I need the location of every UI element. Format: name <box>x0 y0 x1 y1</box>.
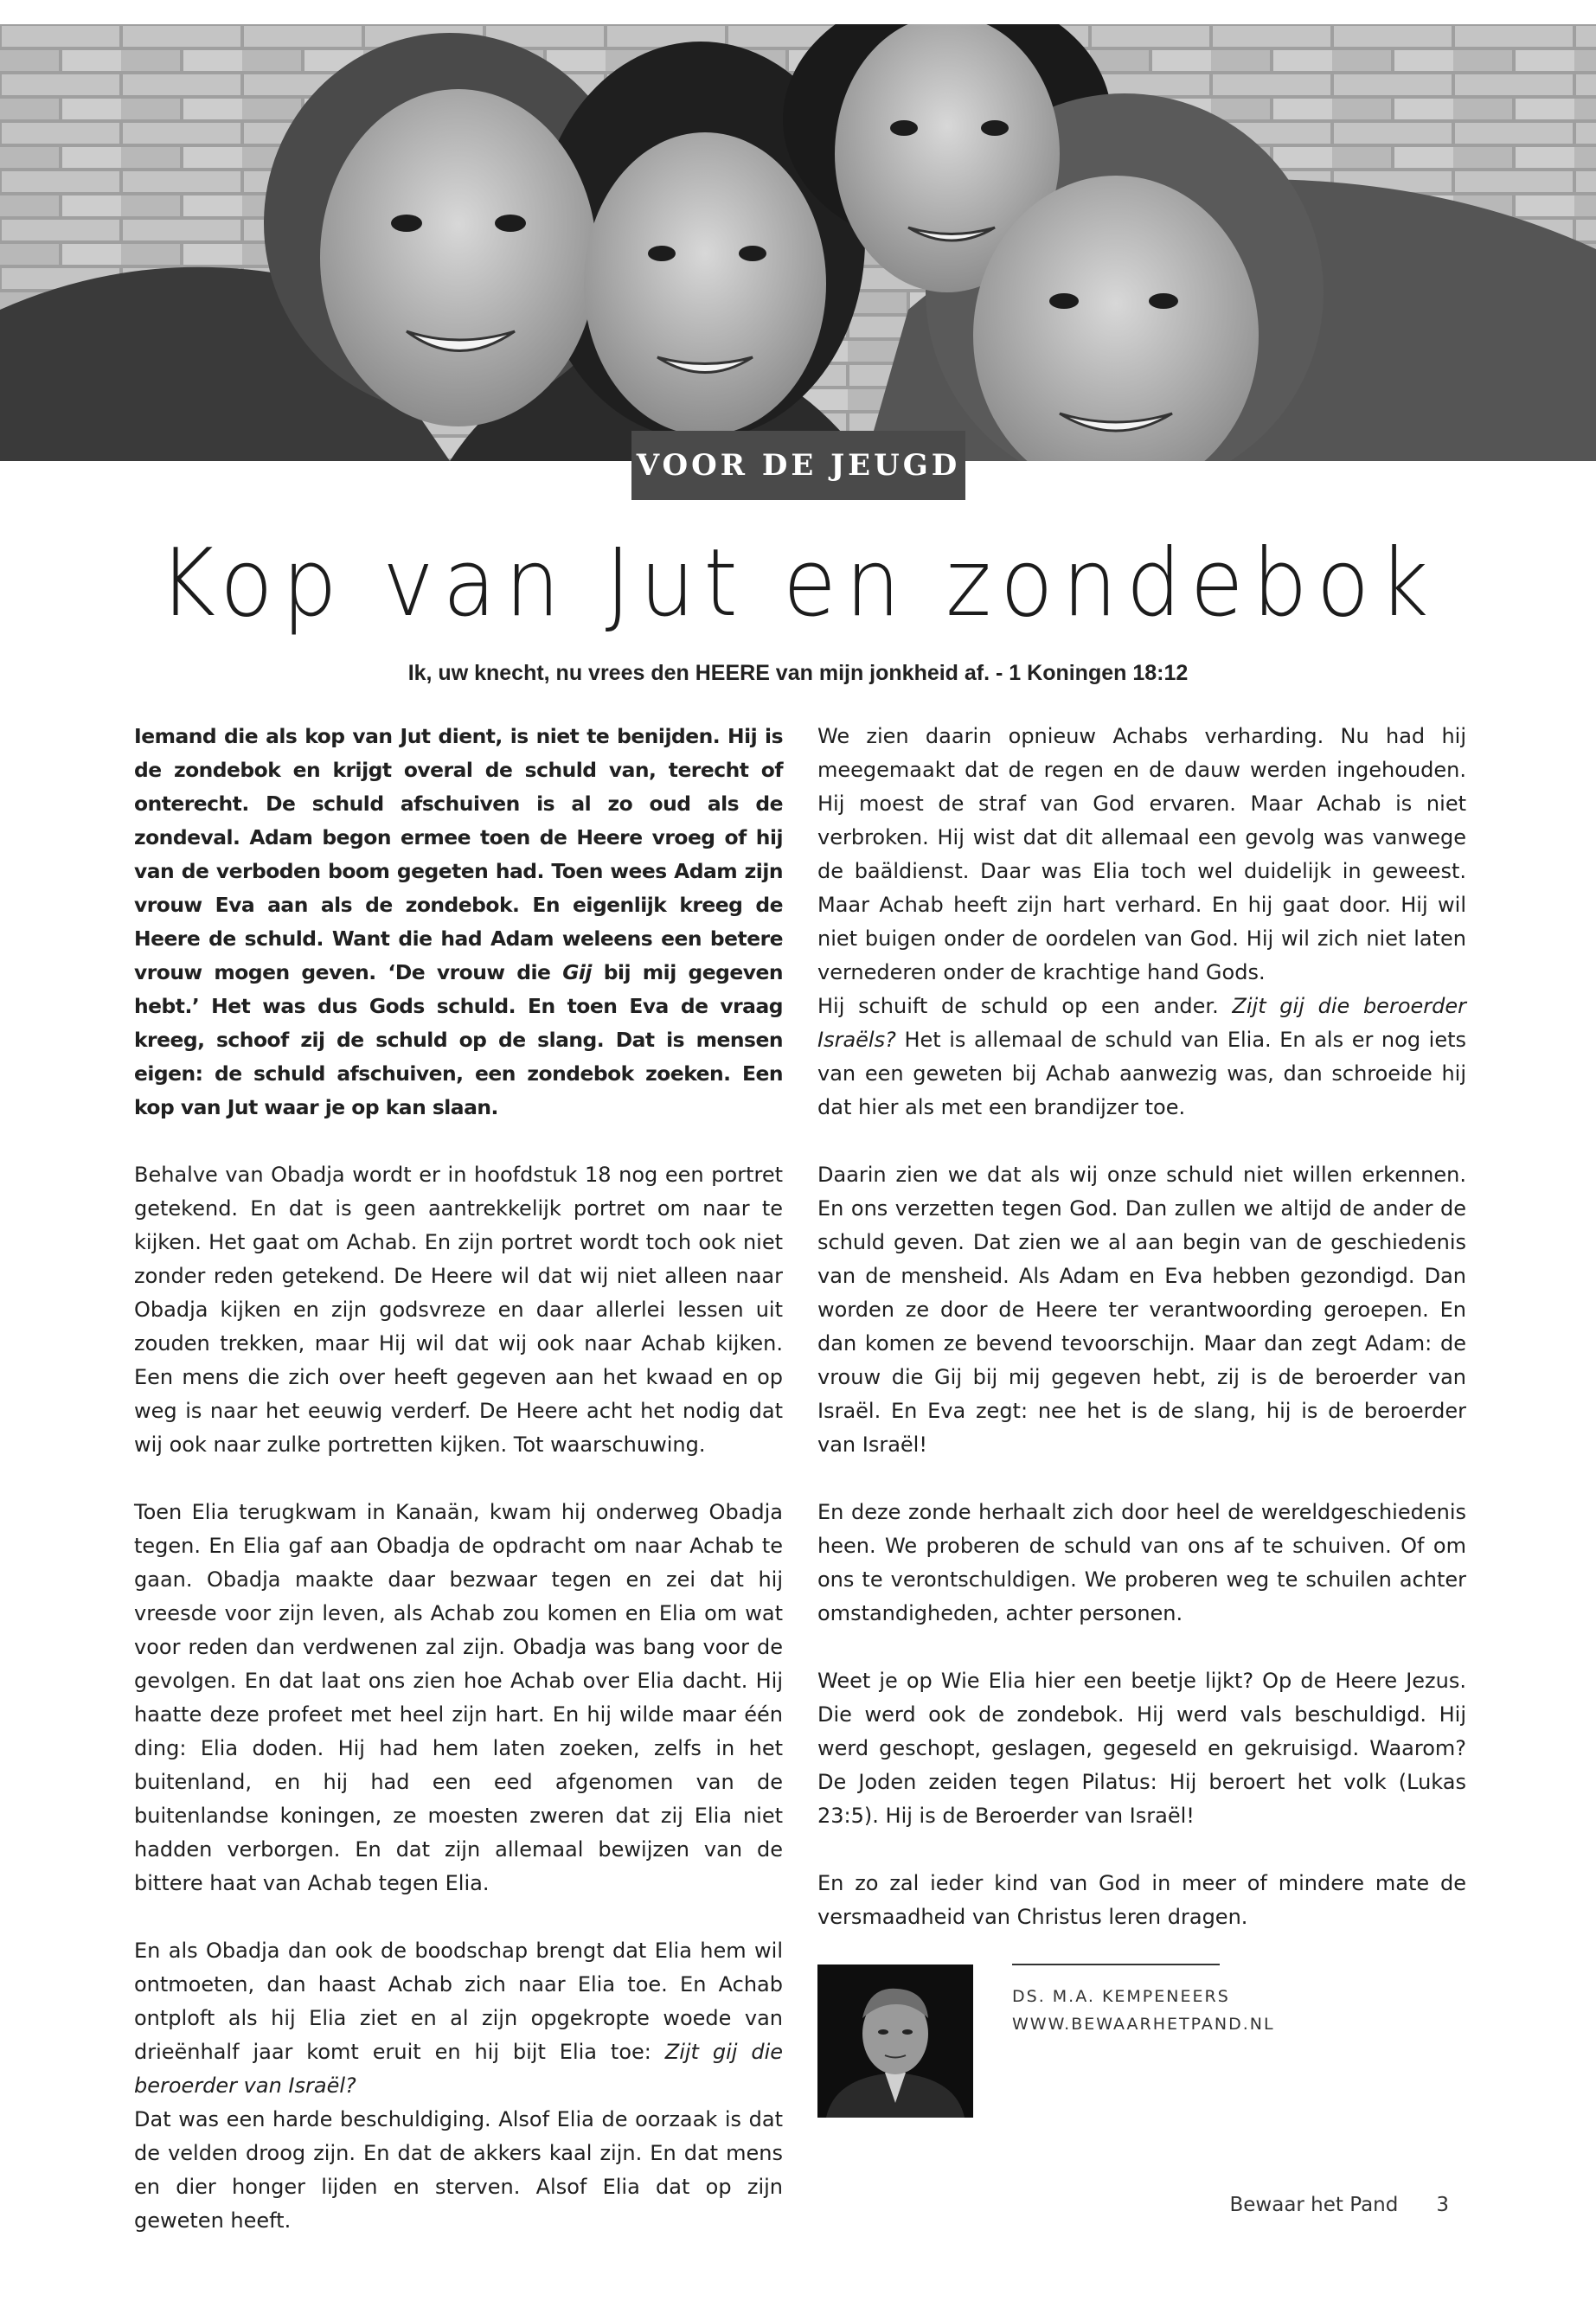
left-column <box>134 720 783 2272</box>
paragraph-text: En als Obadja dan ook de boodschap brengt dat Elia hem wil ontmoeten, dan haast Achab zich naar Elia toe. En Achab ontploft als hij Elia ziet en al zijn opgekropte woede van drieënhalf jaar komt eruit en hij bijt Elia toe: <box>134 1939 783 2064</box>
quote-emphasis: Zijt gij die beroerder Israëls? <box>817 994 1467 1052</box>
publication-name: Bewaar het Pand <box>1229 2194 1399 2216</box>
right-column <box>817 720 1466 1968</box>
author-portrait-illustration <box>817 1965 973 2118</box>
section-label: VOOR DE JEUGD <box>631 431 965 500</box>
lead-paragraph <box>134 720 783 1125</box>
body-paragraph: En deze zonde herhaalt zich door heel de wereldgeschiedenis heen. We proberen de schuld van ons af te schuiven. Of om ons te verontschuldigen. We proberen weg te schuilen achter omstandigheden, achter personen. <box>817 1500 1466 1625</box>
page-number: 3 <box>1436 2194 1449 2216</box>
body-paragraph: Dat was een harde beschuldiging. Alsof Elia de oorzaak is dat de velden droog zijn. En dat de akkers kaal zijn. En dat mens en dier honger lijden en sterven. Alsof Elia dat op zijn geweten heeft. <box>134 2107 783 2233</box>
teenagers-photo-illustration <box>0 24 1596 461</box>
author-website: WWW.BEWAARHETPAND.NL <box>1012 2015 1275 2034</box>
body-paragraph <box>134 1934 783 2103</box>
body-paragraph <box>817 990 1466 1125</box>
author-portrait <box>817 1965 973 2118</box>
article-title: Kop van Jut en zondebok <box>158 529 1438 638</box>
hero-photo <box>0 24 1596 461</box>
lead-emphasis: Gij <box>562 960 592 984</box>
author-meta <box>1012 1983 1275 2038</box>
page-footer <box>1229 2194 1449 2216</box>
author-block <box>817 1962 1509 2118</box>
lead-text: Iemand die als kop van Jut dient, is niet te benijden. Hij is de zondebok en krijgt overal de schuld van, terecht of onterecht. De schuld afschuiven is al zo oud als de zondeval. Adam begon ermee toen de Heere vroeg of hij van de verboden boom gegeten had. Toen wees Adam zijn vrouw Eva aan als de zondebok. En eigenlijk kreeg de Heere de schuld. Want die had Adam weleens een betere vrouw mogen geven. ‘De vrouw die <box>134 724 783 984</box>
author-name: DS. M.A. KEMPENEERS <box>1012 1987 1230 2006</box>
paragraph-text-end: Het is allemaal de schuld van Elia. En als er nog iets van een geweten bij Achab aanwezig was, dan schroeide hij dat hier als met een brandijzer toe. <box>817 1028 1466 1119</box>
paragraph-text: Hij schuift de schuld op een ander. <box>817 994 1233 1018</box>
body-paragraph: En zo zal ieder kind van God in meer of mindere mate de versmaadheid van Christus leren dragen. <box>817 1871 1466 1929</box>
body-paragraph: Weet je op Wie Elia hier een beetje lijkt? Op de Heere Jezus. Die werd ook de zondebok. Hij werd vals beschuldigd. Hij werd geschopt, geslagen, gegeseld en gekruisigd. Waarom? De Joden zeiden tegen Pilatus: Hij beroert het volk (Lukas 23:5). Hij is de Beroerder van Israël! <box>817 1669 1466 1828</box>
body-paragraph: Daarin zien we dat als wij onze schuld niet willen erkennen. En ons verzetten tegen God. Dan zullen we altijd de ander de schuld geven. Dat zien we al aan begin van de geschiedenis van de mensheid. Als Adam en Eva hebben gezondigd. Dan worden ze door de Heere ter verantwoording geroepen. En dan komen ze bevend tevoorschijn. Maar dan zegt Adam: de vrouw die Gij bij mij gegeven hebt, zij is de beroerder van Israël. En Eva zegt: nee het is de slang, hij is de beroerder van Israël! <box>817 1163 1466 1457</box>
body-paragraph: Toen Elia terugkwam in Kanaän, kwam hij onderweg Obadja tegen. En Elia gaf aan Obadja de opdracht om naar Achab te gaan. Obadja maakte daar bezwaar tegen en zei dat hij vreesde voor zijn leven, als Achab zou komen en Elia om wat voor reden dan verdwenen zal zijn. Obadja was bang voor de gevolgen. En dat laat ons zien hoe Achab over Elia dacht. Hij haatte deze profeet met heel zijn hart. En hij wilde maar één ding: Elia doden. Hij had hem laten zoeken, zelfs in het buitenland, en hij had een eed afgenomen van de buitenlandse koningen, ze moesten zweren dat zij Elia niet hadden verborgen. En dat zijn allemaal bewijzen van de bittere haat van Achab tegen Elia. <box>134 1500 783 1895</box>
quote-emphasis: Zijt gij die beroerder van Israël? <box>134 2040 784 2098</box>
body-paragraph: Behalve van Obadja wordt er in hoofdstuk 18 nog een portret getekend. En dat is geen aantrekkelijk portret om naar te kijken. Het gaat om Achab. En zijn portret wordt toch ook niet zonder reden getekend. De Heere wil dat wij niet alleen naar Obadja kijken en zijn godsvreze en daar allerlei lessen uit zouden trekken, maar Hij wil dat wij ook naar Achab kijken. Een mens die zich over heeft gegeven aan het kwaad en op weg is naar het eeuwig verderf. De Heere acht het nodig dat wij ook naar zulke portretten kijken. Tot waarschuwing. <box>134 1163 783 1457</box>
lead-text-end: bij mij gegeven hebt.’ Het was dus Gods schuld. En toen Eva de vraag kreeg, schoof zij de schuld op de slang. Dat is mensen eigen: de schuld afschuiven, een zondebok zoeken. Een kop van Jut waar je op kan slaan. <box>134 960 783 1119</box>
bible-verse-subtitle: Ik, uw knecht, nu vrees den HEERE van mijn jonkheid af. - 1 Koningen 18:12 <box>407 661 1189 685</box>
author-divider <box>1012 1964 1220 1965</box>
body-paragraph: We zien daarin opnieuw Achabs verharding. Nu had hij meegemaakt dat de regen en de dauw werden ingehouden. Hij moest de straf van God ervaren. Maar Achab is niet verbroken. Hij wist dat dit allemaal een gevolg was vanwege de baäldienst. Daar was Elia toch wel duidelijk in geweest. Maar Achab heeft zijn hart verhard. En hij gaat door. Hij wil niet buigen onder de oordelen van God. Hij wil zich niet laten vernederen onder de krachtige hand Gods. <box>817 724 1466 984</box>
